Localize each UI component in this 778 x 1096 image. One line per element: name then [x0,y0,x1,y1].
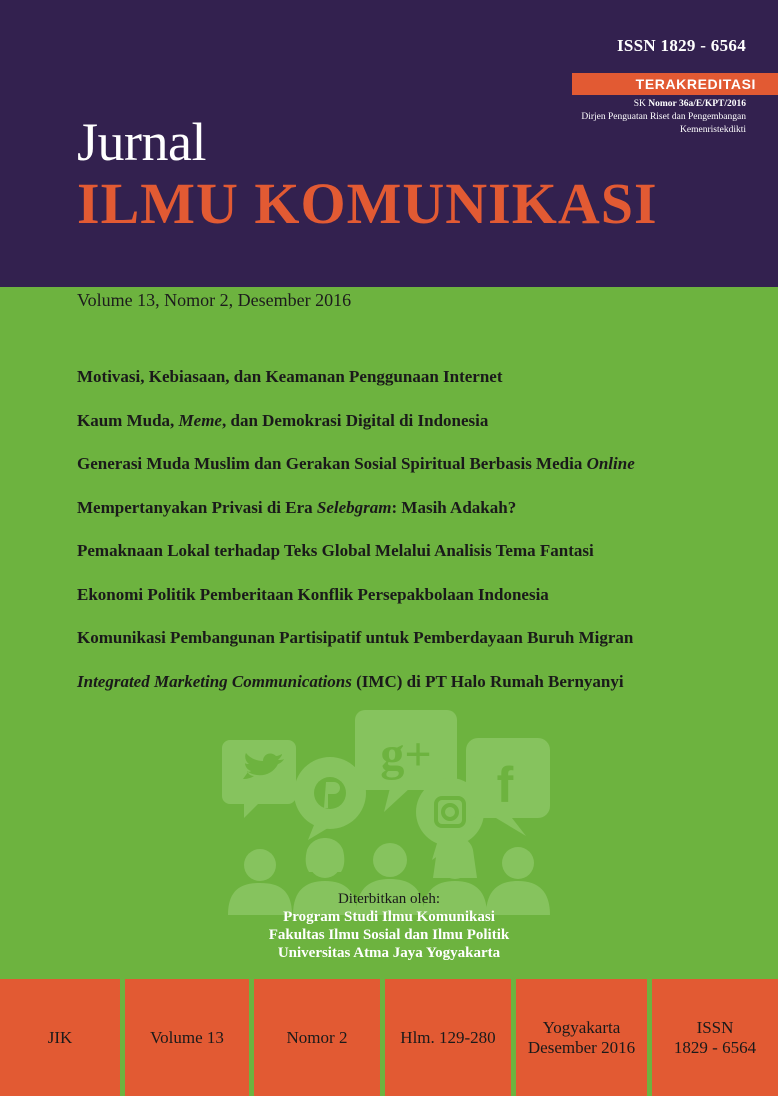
accreditation-badge: TERAKREDITASI [572,73,778,95]
footer-issn-number: 1829 - 6564 [673,1037,757,1057]
article-title [77,410,757,454]
article-title-text: Generasi Muda Muslim dan Gerakan Sosial Spiritual Berbasis Media [77,454,587,473]
article-title-text: Ekonomi Politik Pemberitaan Konflik Persepakbolaan Indonesia [77,584,549,604]
article-title-text: (IMC) di PT Halo Rumah Bernyanyi [351,671,624,691]
article-title [77,627,757,671]
cover-header [0,0,778,287]
footer-place-date [516,979,647,1096]
footer-volume-text: Volume 13 [150,1027,224,1047]
publisher-faculty: Fakultas Ilmu Sosial dan Ilmu Politik [268,927,510,943]
footer-volume [125,979,249,1096]
footer-jik [0,979,120,1096]
volume-info: Volume 13, Nomor 2, Desember 2016 [77,290,352,310]
article-title [77,584,757,628]
article-title-italic: Online [586,454,635,473]
footer-issn [652,979,778,1096]
footer-pages [385,979,511,1096]
publisher-university: Universitas Atma Jaya Yogyakarta [277,945,501,961]
footer-nomor-text: Nomor 2 [286,1027,348,1047]
article-title-italic: Integrated Marketing Communications [77,671,352,691]
article-title-text: Komunikasi Pembangunan Partisipatif untuk Pemberdayaan Buruh Migran [77,628,634,647]
publisher-program: Program Studi Ilmu Komunikasi [283,909,495,925]
footer-nomor [254,979,380,1096]
article-title-text: Kaum Muda, [77,410,179,430]
article-title-text: : Masih Adakah? [391,497,517,517]
article-title [77,497,757,541]
journal-word: Jurnal [77,112,206,172]
article-list [77,366,757,714]
issn-top: ISSN 1829 - 6564 [616,36,746,55]
journal-title: ILMU KOMUNIKASI [77,171,658,236]
cover-footer [0,979,778,1096]
twitter-icon [222,740,296,818]
article-title-italic: Selebgram [316,497,392,517]
facebook-text: f [496,757,514,813]
article-title-italic: Meme [178,410,222,430]
footer-city: Yogyakarta [542,1017,621,1037]
accreditation-sk [634,99,746,109]
accreditation-issuer: Dirjen Penguatan Riset dan Pengembangan [581,112,746,122]
google-plus-text: g+ [380,728,432,781]
accreditation-sk-number: Nomor 36a/E/KPT/2016 [648,99,746,109]
social-media-illustration [220,700,560,915]
article-title [77,366,757,410]
footer-issn-label: ISSN [696,1017,734,1037]
publisher-block [0,891,778,962]
footer-pages-text: Hlm. 129-280 [400,1027,496,1047]
article-title-text: Mempertanyakan Privasi di Era [77,497,317,517]
footer-date: Desember 2016 [527,1037,636,1057]
publisher-label: Diterbitkan oleh: [337,891,441,907]
article-title-text: Motivasi, Kebiasaan, dan Keamanan Penggunaan Internet [77,367,503,386]
article-title-text: Pemaknaan Lokal terhadap Teks Global Melalui Analisis Tema Fantasi [77,541,594,560]
article-title [77,540,757,584]
article-title-text: , dan Demokrasi Digital di Indonesia [221,410,489,430]
article-title [77,453,757,497]
accreditation-ministry: Kemenristekdikti [680,125,746,135]
footer-jik-text: JIK [47,1027,73,1047]
accreditation-sk-prefix: SK [633,99,649,109]
